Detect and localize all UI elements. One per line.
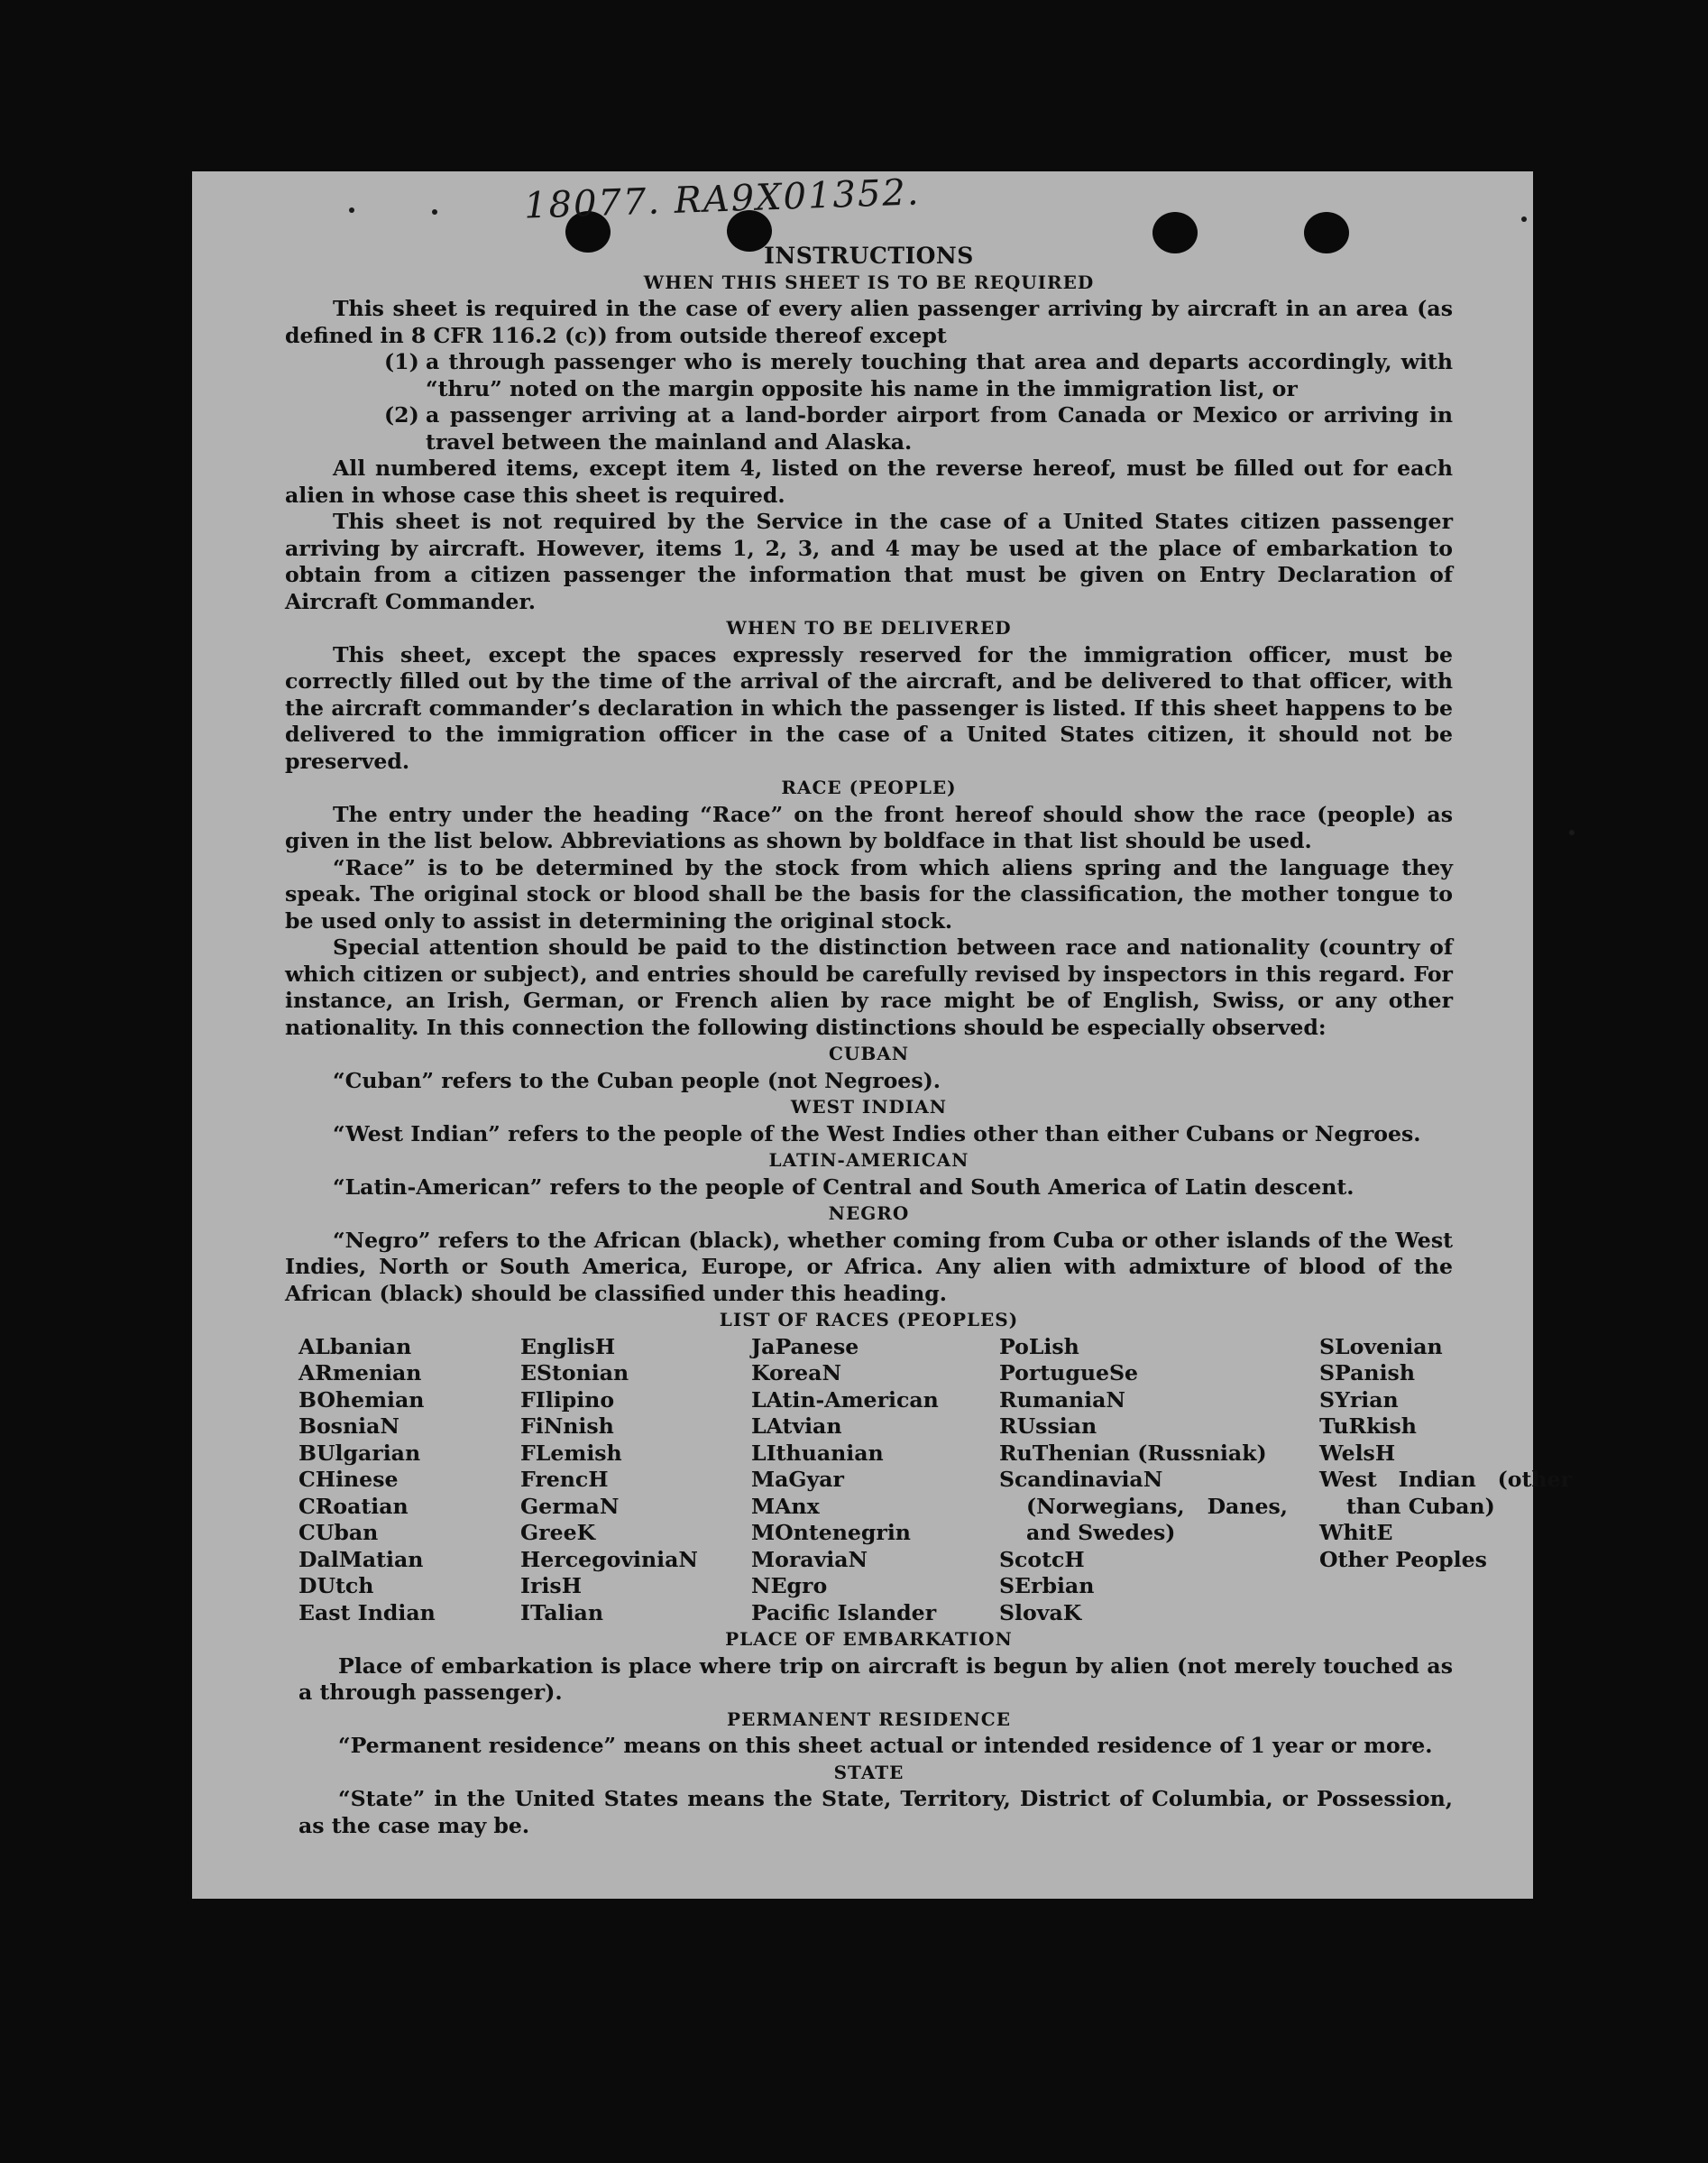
race-entry: ScandinaviaN (Norwegians, Danes, and Swedes) [999,1467,1288,1545]
race-entry: RuThenian (Russniak) [999,1440,1267,1466]
race-entry: SlovaK [999,1599,1082,1625]
paragraph: This sheet is not required by the Service in the case of a United States citizen passenger arriving by aircraft. However, items 1, 2, 3, and 4 may be used at the place of embarkation to obtain from a citizen passenger the information that must be given on Entry Declaration of Aircraft Commander. [285,509,1453,614]
race-entry: SPanish [1319,1360,1415,1385]
paper-speck [1521,216,1527,222]
section-heading: PERMANENT RESIDENCE [727,1707,1011,1730]
section-heading: NEGRO [828,1202,910,1224]
race-entry: West Indian (other than Cuban) [1319,1467,1572,1519]
paragraph: “Race” is to be determined by the stock from which aliens spring and the language they speak. The original stock or blood shall be the basis for the classification, the mother tongue to be used only to assist in determining the original stock. [285,854,1453,934]
race-entry: MOntenegrin [751,1520,911,1545]
paragraph: “West Indian” refers to the people of the West Indies other than either Cubans or Negroes. [333,1120,1421,1146]
paragraph: “Latin-American” refers to the people of Central and South America of Latin descent. [333,1174,1354,1200]
race-entry: EStonian [520,1360,629,1385]
race-entry: DalMatian [298,1546,424,1572]
item-text: a passenger arriving at a land-border airport from Canada or Mexico or arriving in travel between the mainland and Alaska. [426,402,1453,455]
race-entry: ScotcH [999,1546,1085,1572]
race-entry: LAtvian [751,1413,842,1439]
race-entry: WelsH [1319,1440,1396,1466]
paragraph: Special attention should be paid to the distinction between race and nationality (country of which citizen or subject), and entries should be carefully revised by inspectors in this regard. For instance, an Irish, German, or French alien by race might be of English, Swiss, or any other nationality. In this connection the following distinctions should be especially observed: [285,934,1453,1040]
item-text: a through passenger who is merely touching that area and departs accordingly, with “thru” noted on the margin opposite his name in the immigration list, or [426,349,1453,401]
race-list [285,1333,1572,1627]
section-heading: WEST INDIAN [790,1096,948,1118]
paragraph: “Cuban” refers to the Cuban people (not Negroes). [333,1067,941,1093]
section-heading: WHEN THIS SHEET IS TO BE REQUIRED [643,271,1095,293]
race-entry: MAnx [751,1493,820,1519]
paper-speck [1569,830,1575,835]
paragraph: The entry under the heading “Race” on the front hereof should show the race (people) as given in the list below. Abbreviations as shown by boldface in that list should be used. [285,801,1453,853]
paper-speck [349,207,354,213]
race-entry: FLemish [520,1440,622,1466]
instructions-content [285,243,1572,1839]
race-entry: KoreaN [751,1360,842,1385]
race-entry: RumaniaN [999,1386,1125,1413]
race-column [751,1334,999,1627]
race-entry: LAtin-American [751,1386,939,1413]
item-number: (2) [384,402,419,428]
page-title: INSTRUCTIONS [764,243,974,269]
race-entry: ALbanian [298,1333,412,1359]
race-entry: FiNnish [520,1413,614,1439]
item-number: (1) [384,349,419,374]
paragraph: All numbered items, except item 4, listed on the reverse hereof, must be filled out for each alien in whose case this sheet is required. [285,456,1453,508]
race-entry: IrisH [520,1573,583,1598]
race-entry: JaPanese [751,1333,859,1359]
paragraph: “Negro” refers to the African (black), whether coming from Cuba or other islands of the West Indies, North or South America, Europe, or Africa. Any alien with admixture of blood of the African (black) should be classified under this heading. [285,1227,1453,1306]
section-heading: LIST OF RACES (PEOPLES) [719,1309,1019,1330]
race-entry: CRoatian [298,1493,409,1519]
handwritten-annotation: 18077. RA9X01352. [523,171,922,227]
race-entry: GermaN [520,1493,620,1519]
race-entry: TuRkish [1319,1413,1417,1439]
race-entry: NEgro [751,1573,828,1598]
race-entry: WhitE [1319,1520,1393,1545]
list-item [285,402,1453,456]
race-column [520,1334,751,1627]
section-heading: RACE (PEOPLE) [781,777,957,798]
section-heading: PLACE OF EMBARKATION [725,1628,1013,1650]
race-entry: PortugueSe [999,1360,1139,1385]
race-entry: MaGyar [751,1467,844,1492]
paragraph: This sheet is required in the case of every alien passenger arriving by aircraft in an area (as defined in 8 CFR 116.2 (c)) from outside thereof except [285,296,1453,348]
race-entry: DUtch [298,1573,374,1598]
section-heading: WHEN TO BE DELIVERED [726,617,1012,639]
paper-speck [432,209,437,215]
race-entry: EnglisH [520,1333,616,1359]
race-entry: East Indian [298,1599,436,1625]
paragraph: “Permanent residence” means on this sheet actual or intended residence of 1 year or more. [338,1733,1433,1758]
race-entry: BosniaN [298,1413,399,1439]
section-heading: STATE [833,1761,905,1783]
race-entry: HercegoviniaN [520,1546,698,1572]
race-entry: CHinese [298,1467,399,1492]
race-entry: CUban [298,1520,379,1545]
race-entry: ITalian [520,1599,603,1625]
list-item [285,349,1453,402]
section-heading: CUBAN [828,1043,910,1064]
race-entry: Pacific Islander [751,1599,937,1625]
race-column [1319,1333,1572,1627]
document-sheet [192,171,1572,1899]
race-entry: BUlgarian [298,1440,421,1466]
race-entry: SLovenian [1319,1333,1443,1359]
race-entry: RUssian [999,1413,1097,1439]
race-entry: SYrian [1319,1386,1399,1413]
paragraph: Place of embarkation is place where trip on aircraft is begun by alien (not merely touched as a through passenger). [298,1652,1453,1705]
race-entry: BOhemian [298,1386,425,1413]
paragraph: “State” in the United States means the State, Territory, District of Columbia, or Possession, as the case may be. [298,1786,1453,1838]
race-entry: Other Peoples [1319,1546,1487,1572]
race-column [298,1334,520,1627]
race-entry: ARmenian [298,1360,422,1385]
race-entry: FIlipino [520,1386,615,1413]
race-entry: MoraviaN [751,1546,868,1572]
paragraph: This sheet, except the spaces expressly reserved for the immigration officer, must be correctly filled out by the time of the arrival of the aircraft, and be delivered to that officer, with the aircraft commander’s declaration in which the passenger is listed. If this sheet happens to be delivered to the immigration officer in the case of a United States citizen, it should not be preserved. [285,641,1453,774]
section-heading: LATIN-AMERICAN [768,1149,969,1171]
race-entry: SErbian [999,1573,1095,1598]
race-entry: LIthuanian [751,1440,884,1466]
race-column [999,1334,1319,1627]
race-entry: FrencH [520,1467,609,1492]
race-entry: PoLish [999,1333,1079,1359]
race-entry: GreeK [520,1520,596,1545]
